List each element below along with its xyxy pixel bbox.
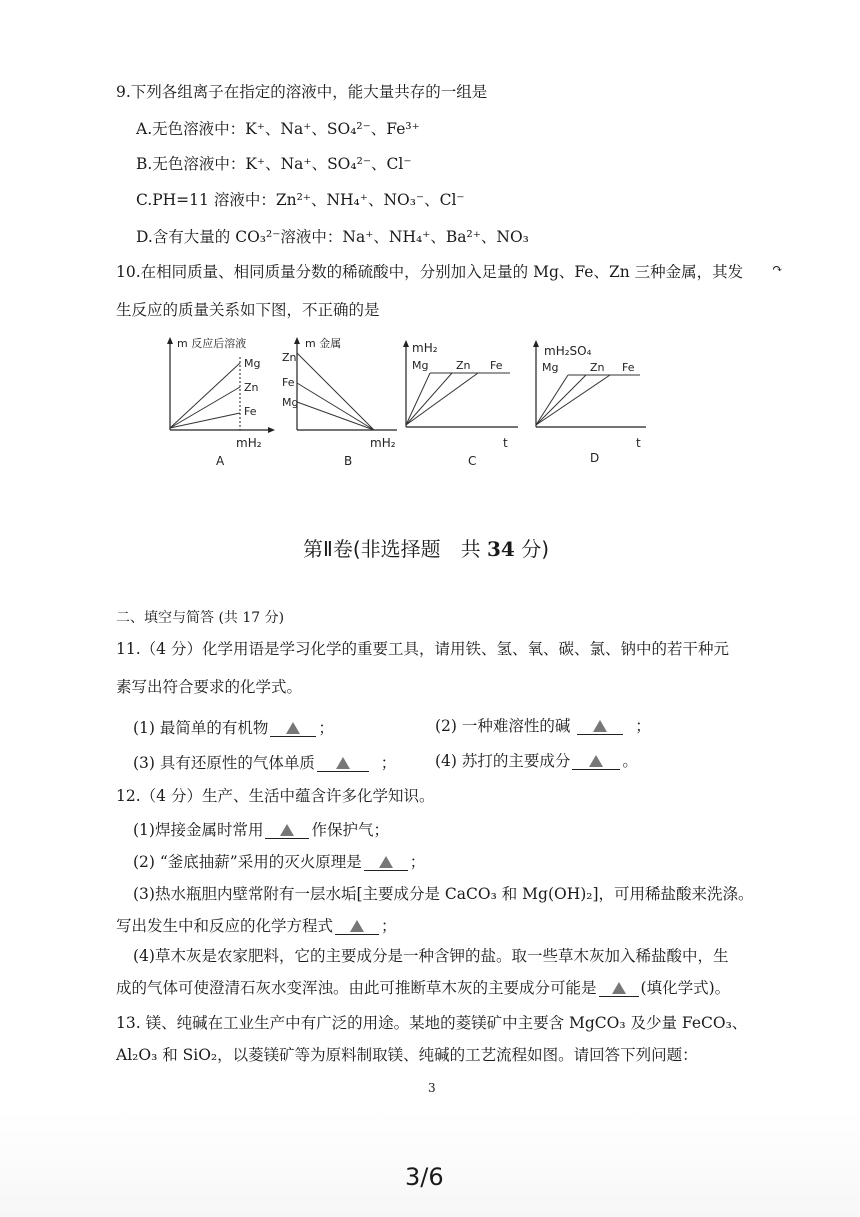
chart-c-line-fe	[406, 373, 478, 425]
page-number: 3	[428, 1081, 436, 1095]
chart-b-y-arrow	[294, 337, 300, 344]
chart-d-label-mg: Mg	[542, 361, 559, 374]
chart-d	[528, 335, 653, 465]
chart-b-line-zn	[297, 353, 374, 430]
chart-b-label-fe: Fe	[282, 376, 295, 389]
q12-item-4-text: 成的气体可使澄清石灰水变浑浊。由此可推断草木灰的主要成分可能是	[116, 979, 597, 997]
q11-item-1-text: (1) 最简单的有机物	[133, 719, 269, 737]
q11-item-4	[435, 749, 638, 771]
chart-b	[282, 335, 402, 465]
q13-stem-line1: 13. 镁、纯碱在工业生产中有广泛的用途。某地的菱镁矿中主要含 MgCO₃ 及少量 FeCO₃、	[116, 1014, 748, 1032]
triangle-icon	[589, 755, 603, 767]
chart-a-line-zn	[170, 387, 240, 428]
q11-item-3-text: (3) 具有还原性的气体单质	[133, 754, 315, 772]
chart-c-label-mg: Mg	[412, 359, 429, 372]
chart-a-label-zn: Zn	[244, 381, 259, 394]
chart-c-ylabel: mH₂	[412, 341, 438, 355]
chart-d-caption: D	[590, 451, 600, 465]
chart-c-xlabel: t	[503, 436, 508, 450]
q12-item-3-line2	[116, 914, 397, 936]
section-title-suffix: 分)	[521, 537, 550, 561]
chart-b-label-zn: Zn	[282, 351, 297, 364]
answer-blank[interactable]	[599, 980, 639, 997]
chart-d-label-fe: Fe	[622, 361, 635, 374]
answer-blank[interactable]	[364, 854, 408, 871]
q12-item-1-tail: 作保护气；	[311, 821, 389, 839]
q12-item-2	[133, 850, 425, 872]
part2-heading: 二、填空与简答 (共 17 分)	[116, 610, 285, 626]
chart-c-label-zn: Zn	[456, 359, 471, 372]
chart-d-line-fe	[536, 375, 610, 425]
chart-d-ylabel: mH₂SO₄	[544, 344, 592, 358]
q12-item-3-tail: ；	[381, 917, 397, 935]
q11-item-1	[133, 716, 334, 738]
q11-stem-line1: 11.（4 分）化学用语是学习化学的重要工具，请用铁、氢、氧、碳、氯、钠中的若干种元	[116, 640, 729, 658]
chart-d-xlabel: t	[636, 436, 641, 450]
chart-a-line-fe	[170, 413, 240, 428]
q12-item-3: (3)热水瓶胆内壁常附有一层水垢[主要成分是 CaCO₃ 和 Mg(OH)₂]，可用稀盐酸来洗涤。	[133, 885, 754, 903]
chart-a-line-mg	[170, 363, 240, 428]
chart-a-label-mg: Mg	[244, 357, 261, 370]
section-title	[303, 533, 549, 562]
q12-item-4-line2	[116, 976, 730, 998]
triangle-icon	[336, 757, 350, 769]
triangle-icon	[379, 856, 393, 868]
q12-item-1-text: (1)焊接金属时常用	[133, 821, 264, 839]
q9-option-d: D.含有大量的 CO₃²⁻溶液中：Na⁺、NH₄⁺、Ba²⁺、NO₃	[136, 228, 529, 246]
q13-stem-line2: Al₂O₃ 和 SiO₂，以菱镁矿等为原料制取镁、纯碱的工艺流程如图。请回答下列问题：	[116, 1046, 698, 1064]
q12-item-2-text: (2) “釜底抽薪”采用的灭火原理是	[133, 853, 362, 871]
chart-b-xlabel: mH₂	[370, 436, 396, 450]
answer-blank[interactable]	[317, 755, 369, 772]
triangle-icon	[286, 722, 300, 734]
page-mark: ↷	[772, 262, 783, 277]
answer-blank[interactable]	[572, 753, 620, 770]
chart-a-x-arrow	[268, 427, 275, 433]
chart-a	[160, 335, 280, 465]
section-title-score: 34	[487, 537, 515, 561]
q12-item-4: (4)草木灰是农家肥料，它的主要成分是一种含钾的盐。取一些草木灰加入稀盐酸中，生	[133, 947, 729, 965]
q11-item-4-end: 。	[622, 752, 638, 770]
q11-item-3-end: ；	[380, 754, 397, 772]
triangle-icon	[350, 920, 364, 932]
chart-c-label-fe: Fe	[490, 359, 503, 372]
q12-stem: 12.（4 分）生产、生活中蕴含许多化学知识。	[116, 787, 435, 805]
q11-item-4-text: (4) 苏打的主要成分	[435, 752, 571, 770]
chart-a-ylabel: m 反应后溶液	[177, 337, 247, 350]
q9-option-c: C.PH=11 溶液中：Zn²⁺、NH₄⁺、NO₃⁻、Cl⁻	[136, 191, 465, 209]
chart-d-label-zn: Zn	[590, 361, 605, 374]
answer-blank[interactable]	[335, 918, 379, 935]
q10-stem-line1: 10.在相同质量、相同质量分数的稀硫酸中，分别加入足量的 Mg、Fe、Zn 三种金属，其发	[116, 263, 744, 281]
q10-stem-line2: 生反应的质量关系如下图，不正确的是	[116, 301, 380, 319]
chart-a-xlabel: mH₂	[236, 436, 262, 450]
chart-c-line-mg	[406, 373, 430, 425]
triangle-icon	[280, 824, 294, 836]
chart-a-label-fe: Fe	[244, 405, 257, 418]
chart-d-line-zn	[536, 375, 586, 425]
chart-b-label-mg: Mg	[282, 396, 299, 409]
q9-option-b: B.无色溶液中：K⁺、Na⁺、SO₄²⁻、Cl⁻	[136, 155, 412, 173]
chart-c-caption: C	[468, 454, 477, 465]
page-indicator: 3/6	[405, 1163, 444, 1191]
chart-b-caption: B	[344, 454, 353, 465]
q11-item-2	[435, 714, 651, 736]
q11-stem-line2: 素写出符合要求的化学式。	[116, 678, 303, 696]
triangle-icon	[593, 720, 607, 732]
q12-item-1	[133, 818, 389, 840]
q12-item-2-tail: ；	[409, 853, 426, 871]
q11-item-2-end: ；	[635, 717, 651, 735]
chart-c	[400, 335, 525, 465]
q9-option-a: A.无色溶液中：K⁺、Na⁺、SO₄²⁻、Fe³⁺	[136, 120, 420, 138]
section-title-prefix: 第Ⅱ卷(非选择题 共	[303, 537, 481, 561]
answer-blank[interactable]	[577, 718, 623, 735]
chart-c-y-arrow	[403, 340, 409, 347]
q12-item-3-text: 写出发生中和反应的化学方程式	[116, 917, 334, 935]
chart-c-line-zn	[406, 373, 452, 425]
chart-a-y-arrow	[167, 337, 173, 344]
chart-b-ylabel: m 金属	[305, 337, 342, 350]
chart-d-line-mg	[536, 375, 568, 425]
chart-d-y-arrow	[533, 340, 539, 347]
q11-item-2-text: (2) 一种难溶性的碱	[435, 717, 571, 735]
q12-item-4-tail: (填化学式)。	[640, 979, 731, 997]
q11-item-1-end: ；	[318, 719, 334, 737]
answer-blank[interactable]	[270, 720, 316, 737]
q9-stem: 9.下列各组离子在指定的溶液中，能大量共存的一组是	[116, 83, 488, 101]
q11-item-3	[133, 751, 396, 773]
triangle-icon	[612, 982, 626, 994]
chart-a-caption: A	[216, 454, 225, 465]
answer-blank[interactable]	[265, 822, 309, 839]
